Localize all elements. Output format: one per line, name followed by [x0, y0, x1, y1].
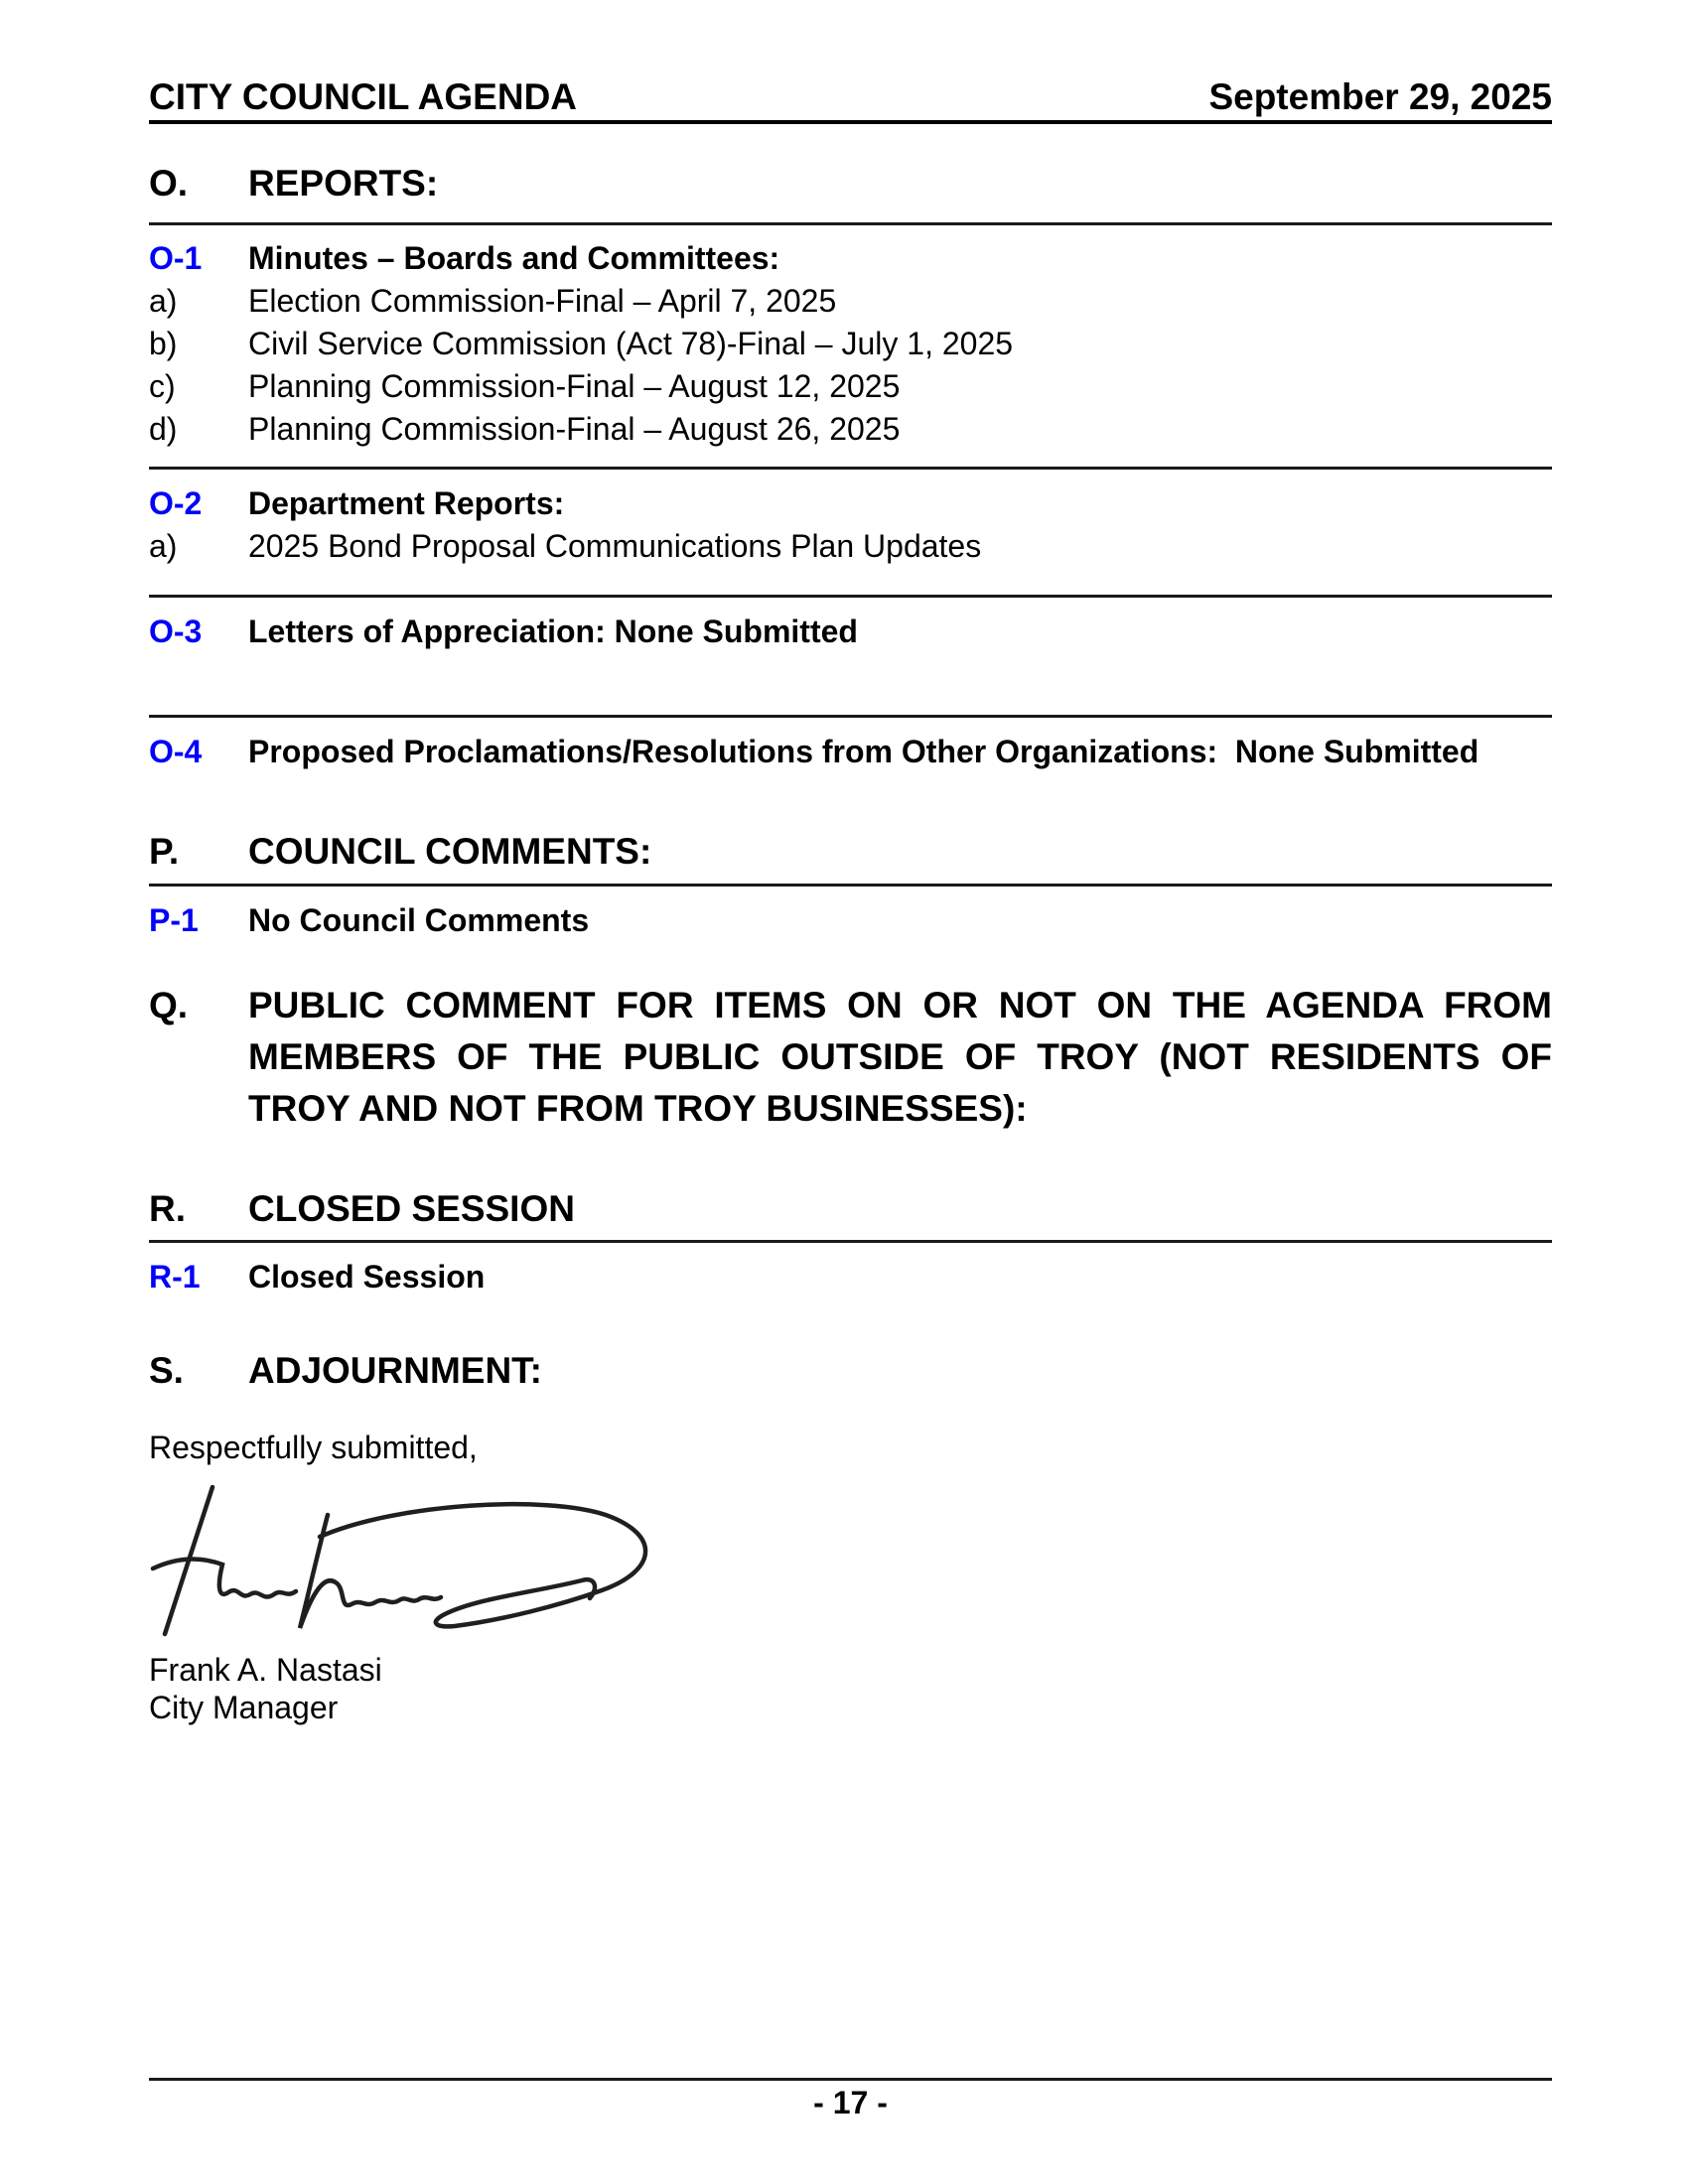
signer-name: Frank A. Nastasi	[149, 1652, 382, 1688]
agenda-item-r1	[149, 1256, 1552, 1298]
separator-line	[149, 715, 1552, 718]
section-heading-adjournment	[149, 1347, 1552, 1395]
subitem-letter: d)	[149, 411, 178, 447]
section-letter: O.	[149, 163, 189, 204]
item-number: O-4	[149, 734, 203, 769]
agenda-item-o1	[149, 237, 1552, 280]
agenda-item-o4	[149, 731, 1552, 773]
agenda-item-o3	[149, 611, 1552, 653]
item-number: O-1	[149, 240, 203, 276]
page-header	[149, 77, 1552, 124]
agenda-item-p1	[149, 899, 1552, 942]
section-title: REPORTS:	[248, 163, 439, 204]
agenda-subitem-o2a	[149, 525, 1552, 568]
closing-salutation: Respectfully submitted,	[149, 1430, 478, 1465]
item-number: O-3	[149, 614, 203, 649]
subitem-text: Planning Commission-Final – August 12, 2025	[248, 368, 901, 404]
subitem-text: 2025 Bond Proposal Communications Plan Updates	[248, 528, 982, 564]
section-heading-public-comment	[149, 980, 1552, 1135]
item-title: Letters of Appreciation: None Submitted	[248, 614, 858, 649]
section-letter: Q.	[149, 985, 189, 1025]
subitem-letter: a)	[149, 528, 178, 564]
agenda-subitem-o1b	[149, 323, 1552, 365]
item-number: P-1	[149, 902, 199, 938]
header-date: September 29, 2025	[1208, 76, 1552, 117]
subitem-letter: b)	[149, 326, 178, 361]
header-title: CITY COUNCIL AGENDA	[149, 76, 578, 117]
item-title: Proposed Proclamations/Resolutions from Other Organizations: None Submitted	[248, 734, 1479, 769]
item-number: O-2	[149, 485, 203, 521]
signature-image	[149, 1479, 1552, 1643]
item-title: Department Reports:	[248, 485, 565, 521]
section-title: COUNCIL COMMENTS:	[248, 831, 652, 872]
section-title-line: MEMBERS OF THE PUBLIC OUTSIDE OF TROY (NOT RESIDENTS OF	[248, 1036, 1552, 1077]
agenda-subitem-o1d	[149, 408, 1552, 451]
item-number: R-1	[149, 1259, 201, 1295]
separator-line	[149, 595, 1552, 598]
section-title: CLOSED SESSION	[248, 1188, 575, 1229]
section-letter: R.	[149, 1188, 186, 1229]
agenda-subitem-o1c	[149, 365, 1552, 408]
section-title-line: PUBLIC COMMENT FOR ITEMS ON OR NOT ON THE AGENDA FROM	[248, 985, 1552, 1025]
item-title: Minutes – Boards and Committees:	[248, 240, 780, 276]
separator-line	[149, 884, 1552, 887]
section-title: ADJOURNMENT:	[248, 1350, 542, 1391]
agenda-subitem-o1a	[149, 280, 1552, 323]
separator-line	[149, 1240, 1552, 1243]
separator-line	[149, 467, 1552, 470]
page-number: - 17 -	[813, 2085, 888, 2120]
section-heading-council-comments	[149, 828, 1552, 876]
subitem-letter: a)	[149, 283, 178, 319]
separator-line	[149, 222, 1552, 225]
section-title-line: TROY AND NOT FROM TROY BUSINESSES):	[248, 1088, 1028, 1129]
item-title: No Council Comments	[248, 902, 590, 938]
item-title: Closed Session	[248, 1259, 486, 1295]
section-heading-reports	[149, 160, 1552, 207]
subitem-text: Civil Service Commission (Act 78)-Final – July 1, 2025	[248, 326, 1014, 361]
section-letter: P.	[149, 831, 180, 872]
page-footer	[149, 2078, 1552, 2122]
subitem-text: Planning Commission-Final – August 26, 2025	[248, 411, 901, 447]
subitem-letter: c)	[149, 368, 176, 404]
subitem-text: Election Commission-Final – April 7, 2025	[248, 283, 837, 319]
section-letter: S.	[149, 1350, 184, 1391]
section-heading-closed-session	[149, 1185, 1552, 1233]
agenda-item-o2	[149, 482, 1552, 525]
signer-role: City Manager	[149, 1690, 339, 1725]
